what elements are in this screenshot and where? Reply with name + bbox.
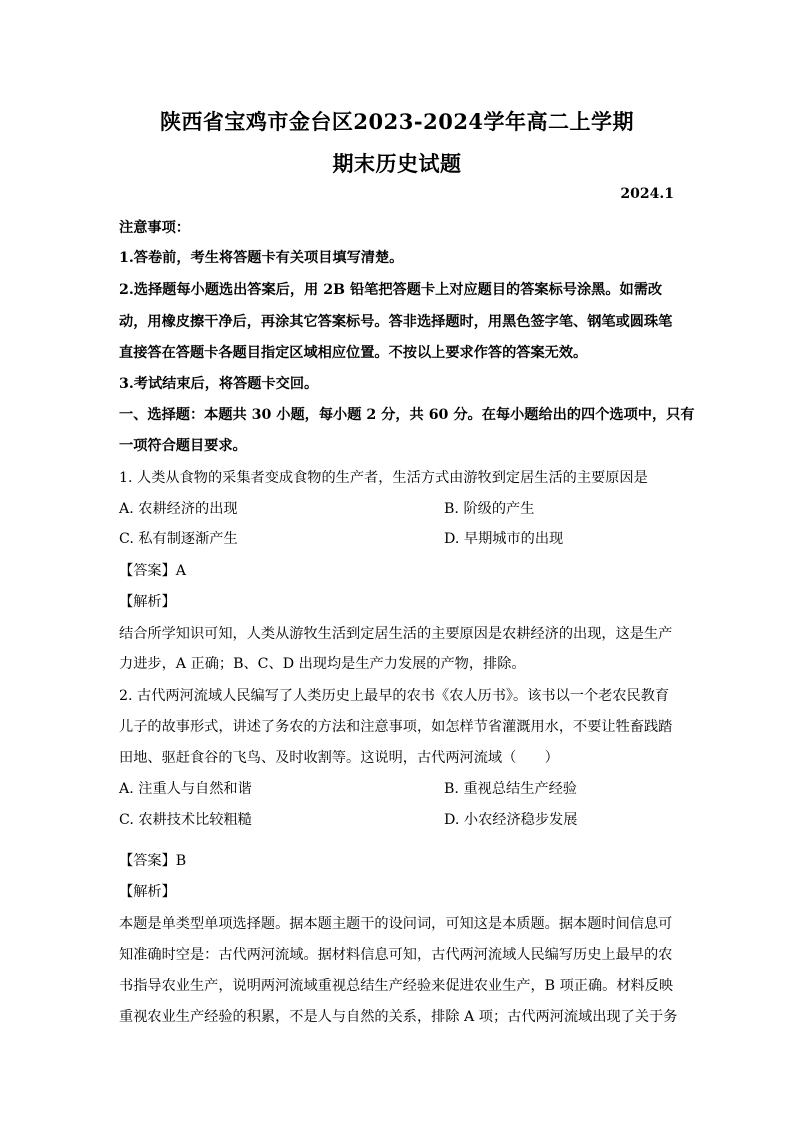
- note-item: 3.考试结束后，将答题卡交回。: [119, 376, 319, 392]
- question-1-option-a: A. 农耕经济的出现: [119, 501, 238, 517]
- question-1-stem: 1. 人类从食物的采集者变成食物的生产者，生活方式由游牧到定居生活的主要原因是: [119, 470, 648, 486]
- question-2-analysis-label: 【解析】: [119, 884, 176, 900]
- question-1-analysis: 结合所学知识可知，人类从游牧生活到定居生活的主要原因是农耕经济的出现，这是生产: [119, 626, 673, 642]
- question-2-answer: 【答案】B: [119, 853, 187, 869]
- note-item: 直接答在答题卡各题目指定区域相应位置。不按以上要求作答的答案无效。: [119, 345, 588, 361]
- document-title-line1: 陕西省宝鸡市金台区2023-2024学年高二上学期: [159, 109, 635, 134]
- question-2-stem: 儿子的故事形式，讲述了务农的方法和注意事项，如怎样节省灌溉用水，不要让牲畜践踏: [119, 719, 673, 735]
- note-item: 动，用橡皮擦干净后，再涂其它答案标号。答非选择题时，用黑色签字笔、钢笔或圆珠笔: [119, 314, 673, 330]
- question-2-analysis: 重视农业生产经验的积累，不是人与自然的关系，排除 A 项；古代两河流域出现了关于务: [119, 1009, 678, 1025]
- question-1-option-c: C. 私有制逐渐产生: [119, 531, 238, 547]
- question-1-answer: 【答案】A: [119, 563, 186, 579]
- question-1-option-d: D. 早期城市的出现: [444, 531, 564, 547]
- question-2-option-d: D. 小农经济稳步发展: [444, 812, 578, 828]
- document-title-line2: 期末历史试题: [332, 151, 462, 176]
- question-2-analysis: 书指导农业生产，说明两河流域重视总结生产经验来促进农业生产，B 项正确。材料反映: [119, 978, 674, 994]
- question-1-analysis-label: 【解析】: [119, 594, 176, 610]
- question-1-analysis: 力进步，A 正确；B、C、D 出现均是生产力发展的产物，排除。: [119, 656, 526, 672]
- exam-date: 2024.1: [620, 186, 674, 202]
- question-2-stem: 田地、驱赶食谷的飞鸟、及时收割等。这说明，古代两河流域（ ）: [119, 750, 559, 766]
- question-2-option-a: A. 注重人与自然和谐: [119, 781, 252, 797]
- question-2-stem: 2. 古代两河流域人民编写了人类历史上最早的农书《农人历书》。该书以一个老农民教育: [119, 688, 670, 704]
- section-heading-cont: 一项符合题目要求。: [119, 438, 247, 454]
- notes-heading: 注意事项：: [119, 220, 190, 236]
- question-1-option-b: B. 阶级的产生: [444, 501, 535, 517]
- section-heading: 一、选择题：本题共 30 小题，每小题 2 分，共 60 分。在每小题给出的四个选项中，只有: [119, 407, 695, 423]
- note-item: 1.答卷前，考生将答题卡有关项目填写清楚。: [119, 250, 404, 266]
- question-2-option-c: C. 农耕技术比较粗糙: [119, 812, 252, 828]
- note-item: 2.选择题每小题选出答案后，用 2B 铅笔把答题卡上对应题目的答案标号涂黑。如需改: [119, 282, 663, 298]
- question-2-analysis: 知准确时空是：古代两河流域。据材料信息可知，古代两河流域人民编写历史上最早的农: [119, 947, 673, 963]
- question-2-analysis: 本题是单类型单项选择题。据本题主题干的设问词，可知这是本质题。据本题时间信息可: [119, 916, 673, 932]
- question-2-option-b: B. 重视总结生产经验: [444, 781, 577, 797]
